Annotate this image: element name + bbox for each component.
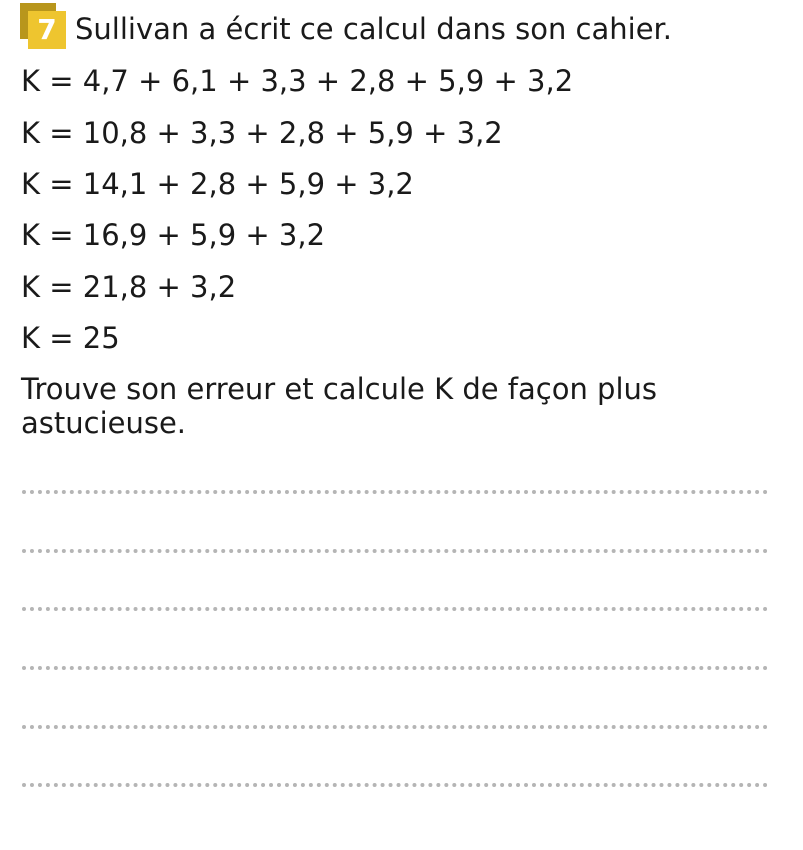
- answer-line[interactable]: [22, 490, 768, 494]
- question-text: Trouve son erreur et calcule K de façon plus astucieuse.: [21, 372, 658, 440]
- calculation-line: K = 21,8 + 3,2: [21, 270, 237, 304]
- calculation-line: K = 25: [21, 321, 120, 355]
- exercise-title: Sullivan a écrit ce calcul dans son cahier.: [75, 12, 673, 46]
- answer-line[interactable]: [22, 783, 768, 787]
- exercise-number-badge: [20, 3, 66, 49]
- answer-line[interactable]: [22, 666, 768, 670]
- answer-line[interactable]: [22, 607, 768, 611]
- exercise-number: 7: [28, 11, 66, 49]
- calculation-line: K = 16,9 + 5,9 + 3,2: [21, 218, 326, 252]
- calculation-line: K = 4,7 + 6,1 + 3,3 + 2,8 + 5,9 + 3,2: [21, 64, 574, 98]
- answer-line[interactable]: [22, 549, 768, 553]
- calculation-line: K = 10,8 + 3,3 + 2,8 + 5,9 + 3,2: [21, 116, 503, 150]
- calculation-line: K = 14,1 + 2,8 + 5,9 + 3,2: [21, 167, 414, 201]
- answer-line[interactable]: [22, 725, 768, 729]
